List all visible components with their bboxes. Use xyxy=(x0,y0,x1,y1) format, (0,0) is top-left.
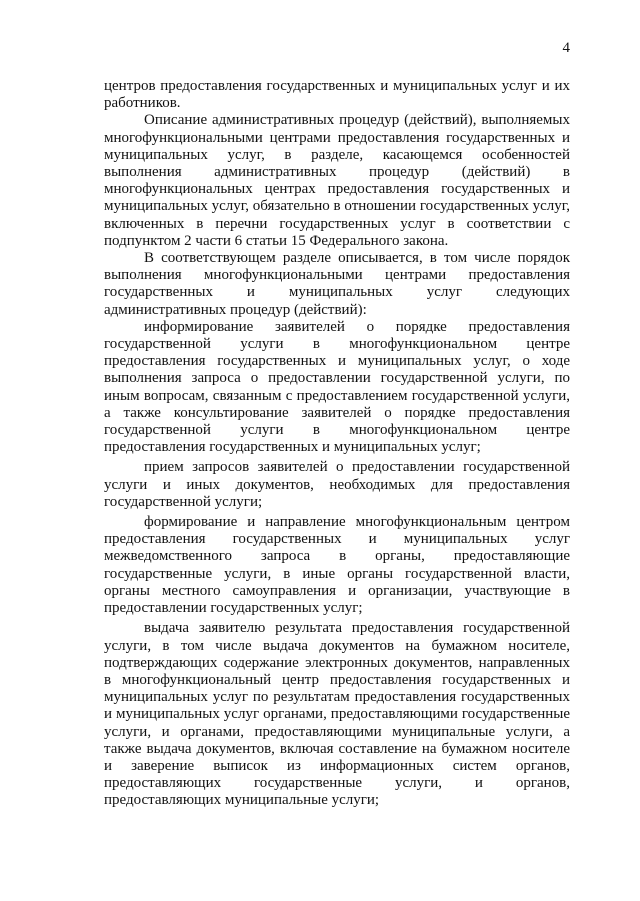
paragraph-procedures-description: Описание административных процедур (действий), выполняемых многофункциональными центрами предоставления государственных и муниципальных услуг, в разделе, касающемся особенностей выполнения административных процедур (действий) в многофункциональных центрах предоставления государственных и муниципальных услуг, обязательно в отношении государственных услуг, включенных в перечни государственных услуг в соответствии с подпунктом 2 части 6 статьи 15 Федерального закона. xyxy=(104,112,570,249)
paragraph-continuation: центров предоставления государственных и муниципальных услуг и их работников. xyxy=(104,78,570,112)
paragraph-informing: информирование заявителей о порядке предоставления государственной услуги в многофункциональном центре предоставления государственных и муниципальных услуг, о ходе выполнения запроса о предоставлении государственной услуги, по иным вопросам, связанным с предоставлением государственной услуги, а также консультирование заявителей о порядке предоставления государственной услуги в многофункциональном центре предоставления государственных и муниципальных услуг; xyxy=(104,318,570,456)
paragraph-interdepartmental-request: формирование и направление многофункциональным центром предоставления государственных и муниципальных услуг межведомственного запроса в органы, предоставляющие государственные услуги, в иные органы государственной власти, органы местного самоуправления и организации, участвующие в предоставлении государственных услуг; xyxy=(104,514,570,617)
paragraph-request-reception: прием запросов заявителей о предоставлении государственной услуги и иных документов, необходимых для предоставления государственной услуги; xyxy=(104,459,570,510)
paragraph-section-order: В соответствующем разделе описывается, в том числе порядок выполнения многофункциональными центрами предоставления государственных и муниципальных услуг следующих административных процедур (действий): xyxy=(104,250,570,318)
page-number: 4 xyxy=(562,40,570,56)
paragraph-result-issuance: выдача заявителю результата предоставления государственной услуги, в том числе выдача документов на бумажном носителе, подтверждающих содержание электронных документов, направленных в многофункциональный центр предоставления государственных и муниципальных услуг по результатам предоставления государственных и муниципальных услуг органами, предоставляющими государственные услуги, и органами, предоставляющими муниципальные услуги, а также выдача документов, включая составление на бумажном носителе и заверение выписок из информационных систем органов, предоставляющих государственные услуги, и органов, предоставляющих муниципальные услуги; xyxy=(104,620,570,809)
document-body xyxy=(104,78,570,810)
